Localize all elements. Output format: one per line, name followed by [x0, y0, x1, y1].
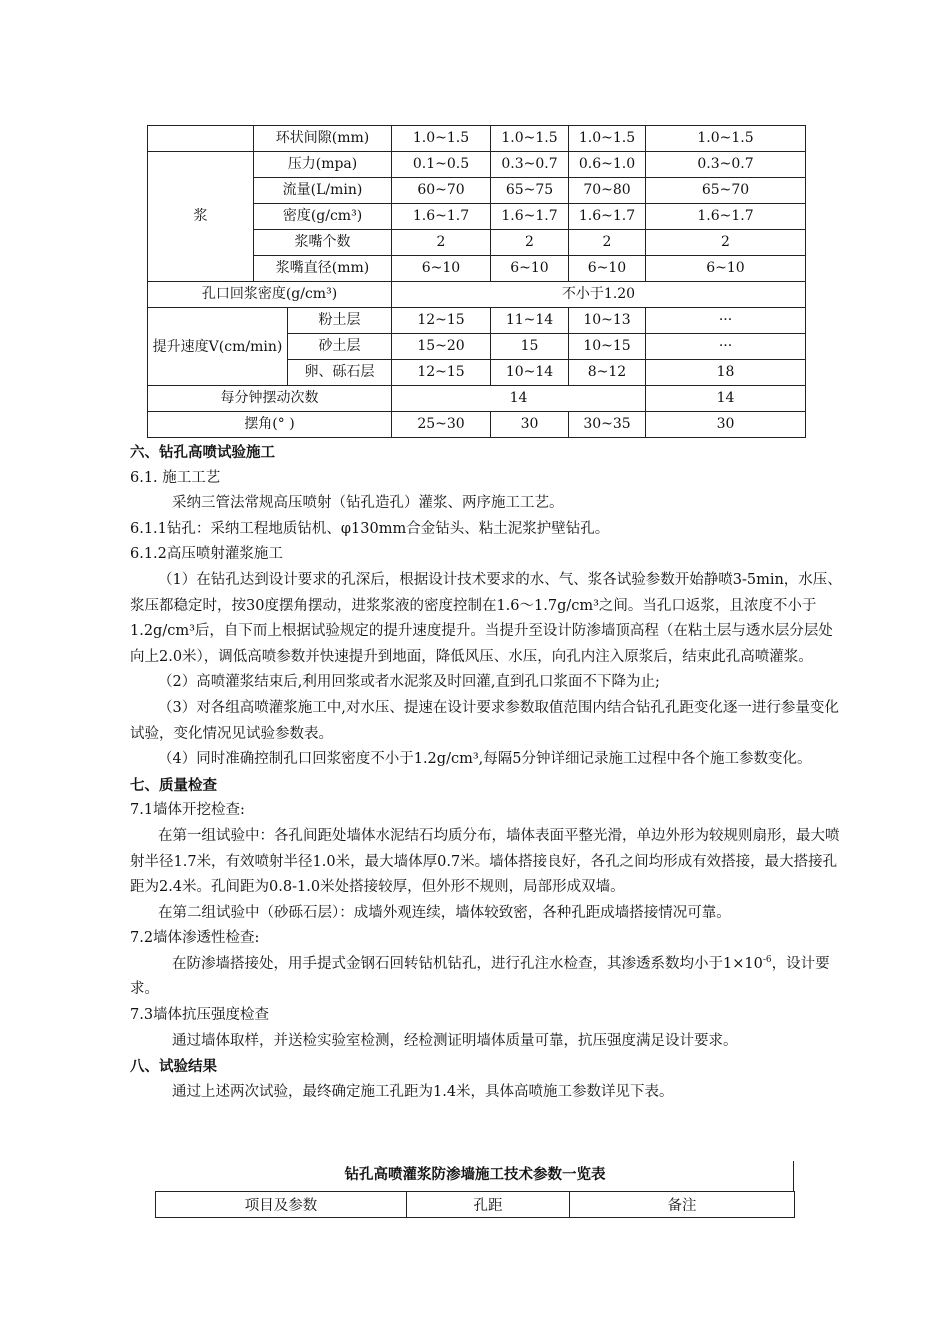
table-cell: 10~14	[491, 360, 569, 386]
paragraph: 采纳三管法常规高压喷射（钻孔造孔）灌浆、两序施工工艺。	[172, 495, 564, 512]
table-row	[148, 412, 806, 438]
table-cell: 2	[646, 230, 806, 256]
paragraph: （4）同时准确控制孔口回浆密度不小于1.2g/cm³,每隔5分钟详细记录施工过程中各个施工参数变化。	[158, 751, 812, 768]
table-row	[148, 386, 806, 412]
summary-table-caption: 钻孔高喷灌浆防渗墙施工技术参数一览表	[344, 1166, 606, 1183]
lift-speed-group-label: 提升速度V(cm/min)	[148, 308, 288, 386]
table-cell: 12~15	[392, 360, 491, 386]
subsection-heading: 7.2墙体渗透性检查:	[130, 930, 260, 947]
table-header-row	[156, 1192, 795, 1218]
table-cell: 1.0~1.5	[569, 126, 646, 152]
paragraph: 通过墙体取样，并送检实验室检测，经检测证明墙体质量可靠，抗压强度满足设计要求。	[172, 1032, 738, 1049]
paragraph: 在第二组试验中（砂砾石层）：成墙外观连续，墙体较致密，各种孔距成墙搭接情况可靠。	[158, 904, 731, 921]
subsection-heading: 6.1. 施工工艺	[130, 469, 221, 486]
row-label: 摆角(° )	[148, 412, 392, 438]
subsection-heading: 6.1.2高压喷射灌浆施工	[130, 546, 283, 563]
row-label: 密度(g/cm³)	[254, 204, 392, 230]
table-cell: 0.6~1.0	[569, 152, 646, 178]
table-cell: ···	[646, 334, 806, 360]
table-cell: 25~30	[392, 412, 491, 438]
paragraph: （3）对各组高喷灌浆施工中,对水压、提速在设计要求参数取值范围内结合钻孔孔距变化逐一进行参量变化试验，变化情况见试验参数表。	[130, 699, 839, 742]
table-cell: 14	[646, 386, 806, 412]
table-cell: 30	[646, 412, 806, 438]
table-cell: 70~80	[569, 178, 646, 204]
row-label: 粉土层	[288, 308, 392, 334]
table-cell: 1.6~1.7	[392, 204, 491, 230]
row-label: 浆嘴直径(mm)	[254, 256, 392, 282]
table-cell: 6~10	[491, 256, 569, 282]
summary-table	[155, 1191, 795, 1218]
paragraph-text: 1×10	[723, 955, 763, 972]
section-heading: 六、钻孔高喷试验施工	[130, 444, 275, 461]
table-cell: 6~10	[569, 256, 646, 282]
paragraph: 通过上述两次试验，最终确定施工孔距为1.4米，具体高喷施工参数详见下表。	[172, 1083, 674, 1100]
table-row	[148, 308, 806, 334]
section-heading: 八、试验结果	[130, 1058, 217, 1076]
table-row	[148, 126, 806, 152]
row-label: 卵、砾石层	[288, 360, 392, 386]
row-label: 孔口回浆密度(g/cm³)	[148, 282, 392, 308]
row-label: 流量(L/min)	[254, 178, 392, 204]
table-cell: 65~75	[491, 178, 569, 204]
table-cell: ···	[646, 308, 806, 334]
test-parameter-table	[147, 125, 806, 438]
exponent: -6	[762, 955, 772, 966]
table-cell: 0.1~0.5	[392, 152, 491, 178]
table-cell: 0.3~0.7	[646, 152, 806, 178]
slurry-group-label: 浆	[148, 152, 254, 282]
table-cell: 2	[491, 230, 569, 256]
table-cell: 1.6~1.7	[646, 204, 806, 230]
table-cell: 0.3~0.7	[491, 152, 569, 178]
table-cell: 2	[569, 230, 646, 256]
table-cell: 不小于1.20	[392, 282, 806, 308]
table-cell: 10~15	[569, 334, 646, 360]
subsection-heading: 7.1墙体开挖检查:	[130, 802, 245, 819]
column-header: 项目及参数	[156, 1192, 407, 1218]
paragraph-text: 在防渗墙搭接处，用手提式金钢石回转钻机钻孔，进行孔注水检查，其渗透系数均小于	[172, 955, 723, 972]
subsection-heading: 6.1.1钻孔：采纳工程地质钻机、φ130mm合金钻头、粘土泥浆护壁钻孔。	[130, 520, 610, 537]
table-cell: 6~10	[646, 256, 806, 282]
column-header: 孔距	[407, 1192, 570, 1218]
table-cell: 8~12	[569, 360, 646, 386]
row-label: 环状间隙(mm)	[254, 126, 392, 152]
table-cell: 15~20	[392, 334, 491, 360]
column-header: 备注	[570, 1192, 795, 1218]
paragraph: 在第一组试验中：各孔间距处墙体水泥结石均质分布，墙体表面平整光滑，单边外形为较规则扇形，最大喷射半径1.7米，有效喷射半径1.0米，最大墙体厚0.7米。墙体搭接良好，各孔之间均形成有效搭接，最大搭接孔距为2.4米。孔间距为0.8-1.0米处搭接较厚，但外形不规则，局部形成双墙。	[130, 827, 840, 896]
table-cell: 2	[392, 230, 491, 256]
row-label: 压力(mpa)	[254, 152, 392, 178]
paragraph	[130, 952, 845, 1003]
table-cell: 65~70	[646, 178, 806, 204]
table-cell: 18	[646, 360, 806, 386]
table-cell: 30	[491, 412, 569, 438]
section-heading: 七、质量检查	[130, 776, 217, 794]
table-cell: 6~10	[392, 256, 491, 282]
table-cell: 10~13	[569, 308, 646, 334]
table-cell: 15	[491, 334, 569, 360]
table-cell: 30~35	[569, 412, 646, 438]
paragraph: （2）高喷灌浆结束后,利用回浆或者水泥浆及时回灌,直到孔口浆面不下降为止;	[158, 674, 660, 691]
body-text	[130, 440, 845, 1105]
table-row	[148, 282, 806, 308]
table-cell	[148, 126, 254, 152]
paragraph: （1）在钻孔达到设计要求的孔深后，根据设计技术要求的水、气、浆各试验参数开始静喷3-5min，水压、浆压都稳定时，按30度摆角摆动，进浆浆液的密度控制在1.6～1.7g/cm³之间。当孔口返浆，且浓度不小于1.2g/cm³后，自下而上根据试验规定的提升速度提升。当提升至设计防渗墙顶高程（在粘土层与透水层分层处向上2.0米），调低高喷参数并快速提升到地面，降低风压、水压，向孔内注入原浆后，结束此孔高喷灌浆。	[130, 571, 842, 665]
subsection-heading: 7.3墙体抗压强度检查	[130, 1007, 270, 1024]
table-row	[148, 152, 806, 178]
table-cell: 1.0~1.5	[491, 126, 569, 152]
row-label: 每分钟摆动次数	[148, 386, 392, 412]
table-cell: 11~14	[491, 308, 569, 334]
caption-border	[793, 1161, 794, 1191]
table-cell: 14	[392, 386, 646, 412]
table-cell: 1.6~1.7	[569, 204, 646, 230]
row-label: 浆嘴个数	[254, 230, 392, 256]
row-label: 砂土层	[288, 334, 392, 360]
table-cell: 1.0~1.5	[646, 126, 806, 152]
table-cell: 1.6~1.7	[491, 204, 569, 230]
table-cell: 1.0~1.5	[392, 126, 491, 152]
table-cell: 60~70	[392, 178, 491, 204]
paragraph-text: ，设计要求。	[130, 955, 830, 998]
table-cell: 12~15	[392, 308, 491, 334]
